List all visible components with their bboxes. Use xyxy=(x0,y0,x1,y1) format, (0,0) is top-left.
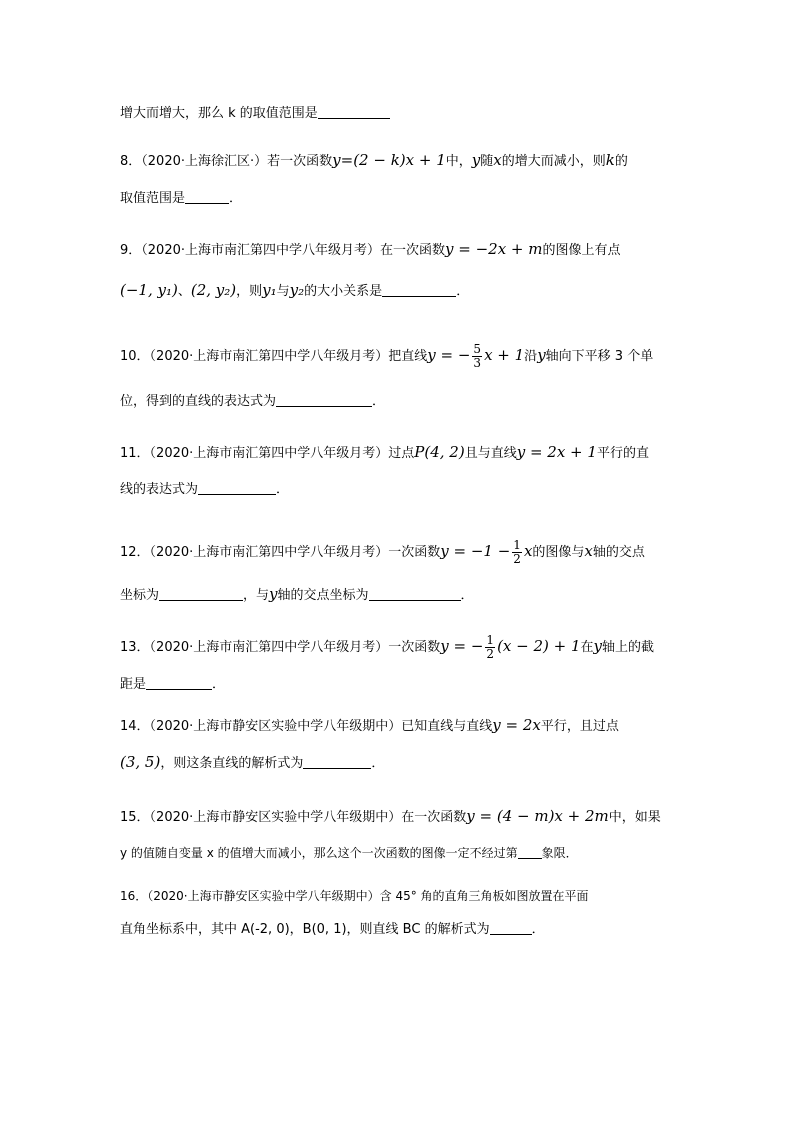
question-12-text: 轴的交点坐标为 xyxy=(277,588,369,603)
answer-blank[interactable] xyxy=(518,844,542,859)
math-eq: = xyxy=(340,151,354,169)
question-10-end: ． xyxy=(372,394,386,409)
question-8-text: 的增大而减小，则 xyxy=(501,154,606,169)
question-9-text: ，则 xyxy=(236,284,263,299)
question-8-line-2 xyxy=(120,189,242,209)
question-9-line-2 xyxy=(120,280,469,302)
fraction-denominator: 2 xyxy=(513,552,521,566)
math-expression: (2 − k)x + 1 xyxy=(353,151,446,169)
fraction-denominator: 3 xyxy=(473,356,482,370)
question-14-text: 平行，且过点 xyxy=(540,719,619,734)
math-y: y xyxy=(471,151,481,169)
question-11-line-1 xyxy=(120,442,649,464)
question-11-text: 线的表达式为 xyxy=(120,482,199,497)
math-x: x xyxy=(584,542,593,560)
question-8-text: 随 xyxy=(480,154,494,169)
question-12-prefix: 12．（2020·上海市南汇第四中学八年级月考）一次函数 xyxy=(120,545,441,560)
question-13-text: 距是 xyxy=(120,677,147,692)
question-16-text: 直角坐标系中，其中 A(-2, 0)，B(0, 1)，则直线 BC 的解析式为 xyxy=(120,922,490,937)
math-k: k xyxy=(605,151,615,169)
answer-blank[interactable] xyxy=(198,480,276,495)
answer-blank[interactable] xyxy=(303,754,371,769)
math-x: x xyxy=(493,151,502,169)
question-16-end: ． xyxy=(531,922,545,937)
question-11-line-2 xyxy=(120,480,289,500)
question-8-text: 中， xyxy=(445,154,472,169)
question-12-line-2 xyxy=(120,584,474,606)
fraction-denominator: 2 xyxy=(486,647,495,661)
question-15-line-2 xyxy=(120,843,578,864)
question-16-text: 16．（2020·上海市静安区实验中学八年级期中）含 45° 角的直角三角板如图放置在平面 xyxy=(120,889,589,903)
math-y: y xyxy=(593,637,603,655)
question-7-text: 增大而增大，那么 k 的取值范围是 xyxy=(120,106,318,121)
question-15-prefix: 15．（2020·上海市静安区实验中学八年级期中）在一次函数 xyxy=(120,810,467,825)
question-8-prefix: 8．（2020·上海徐汇区·）若一次函数 xyxy=(120,154,333,169)
math-x: x xyxy=(523,542,533,560)
question-9-text: 与 xyxy=(276,284,290,299)
question-11-text: 且与直线 xyxy=(464,446,517,461)
question-12-end: ． xyxy=(460,588,474,603)
question-16-line-2 xyxy=(120,920,545,940)
answer-blank[interactable] xyxy=(159,586,243,601)
question-9-line-1 xyxy=(120,239,621,261)
answer-blank[interactable] xyxy=(318,104,390,119)
fraction xyxy=(512,539,522,566)
question-8-text: 取值范围是 xyxy=(120,191,186,206)
answer-blank[interactable] xyxy=(382,282,456,297)
math-expression: y = (4 − m)x + 2m xyxy=(466,807,609,825)
question-13-text: 轴上的截 xyxy=(602,640,655,655)
question-12-text: ，与 xyxy=(243,588,270,603)
question-9-text: 、 xyxy=(177,284,191,299)
question-9-text: 的图像上有点 xyxy=(542,243,621,258)
question-15-text: y 的值随自变量 x 的值增大而减小，那么这个一次函数的图像一定不经过第 xyxy=(120,846,518,860)
question-13-end: ． xyxy=(212,677,226,692)
fraction xyxy=(472,343,482,370)
question-14-end: ． xyxy=(371,756,385,771)
answer-blank[interactable] xyxy=(185,189,229,204)
question-11-end: ． xyxy=(276,482,290,497)
math-expression: y = − xyxy=(440,637,484,655)
question-15-text: 象限． xyxy=(541,846,578,860)
math-expression: y = 2x xyxy=(492,716,541,734)
question-10-text: 位，得到的直线的表达式为 xyxy=(120,394,277,409)
question-7-line-2 xyxy=(120,104,390,124)
math-y2: y₂ xyxy=(289,281,305,299)
question-12-text: 坐标为 xyxy=(120,588,160,603)
question-9-text: 的大小关系是 xyxy=(304,284,383,299)
question-10-line-2 xyxy=(120,392,385,412)
math-y: y xyxy=(537,346,546,364)
question-8-text: 的 xyxy=(614,154,628,169)
fraction-numerator: 1 xyxy=(513,538,521,552)
math-y: y xyxy=(269,585,278,603)
question-13-line-2 xyxy=(120,675,225,695)
question-11-prefix: 11．（2020·上海市南汇第四中学八年级月考）过点 xyxy=(120,446,415,461)
question-13-line-1 xyxy=(120,634,654,661)
math-expression: y = 2x + 1 xyxy=(516,443,597,461)
answer-blank[interactable] xyxy=(369,586,461,601)
math-point: P(4, 2) xyxy=(414,443,465,461)
question-12-text: 轴的交点 xyxy=(592,545,645,560)
math-point: (−1, y₁) xyxy=(120,281,178,299)
math-expression: y = −1 − xyxy=(440,542,511,560)
question-10-text: 沿 xyxy=(524,349,538,364)
math-expression: x + 1 xyxy=(484,346,525,364)
math-y1: y₁ xyxy=(262,281,277,299)
question-9-end: ． xyxy=(456,284,470,299)
math-expression: (x − 2) + 1 xyxy=(497,637,581,655)
question-13-text: 在 xyxy=(580,640,594,655)
question-8-line-1 xyxy=(120,150,628,172)
question-12-line-1 xyxy=(120,539,645,566)
question-14-prefix: 14．（2020·上海市静安区实验中学八年级期中）已知直线与直线 xyxy=(120,719,493,734)
question-11-text: 平行的直 xyxy=(596,446,649,461)
question-14-line-2 xyxy=(120,752,384,774)
question-12-text: 的图像与 xyxy=(532,545,585,560)
math-y: y xyxy=(332,151,341,169)
question-15-line-1 xyxy=(120,806,661,828)
question-10-text: 轴向下平移 3 个单 xyxy=(545,349,654,364)
math-expression: y = − xyxy=(427,346,471,364)
fraction-numerator: 5 xyxy=(473,342,482,356)
question-15-text: 中，如果 xyxy=(608,810,661,825)
question-16-line-1 xyxy=(120,886,589,907)
question-14-text: ，则这条直线的解析式为 xyxy=(160,756,304,771)
question-9-prefix: 9．（2020·上海市南汇第四中学八年级月考）在一次函数 xyxy=(120,243,445,258)
answer-blank[interactable] xyxy=(146,675,212,690)
fraction xyxy=(485,634,495,661)
question-14-line-1 xyxy=(120,715,619,737)
math-point: (3, 5) xyxy=(120,753,161,771)
answer-blank[interactable] xyxy=(276,392,372,407)
question-8-end: ． xyxy=(229,191,243,206)
question-13-prefix: 13．（2020·上海市南汇第四中学八年级月考）一次函数 xyxy=(120,640,441,655)
answer-blank[interactable] xyxy=(490,920,532,935)
math-point: (2, y₂) xyxy=(190,281,237,299)
math-expression: y = −2x + m xyxy=(445,240,543,258)
question-10-prefix: 10．（2020·上海市南汇第四中学八年级月考）把直线 xyxy=(120,349,428,364)
fraction-numerator: 1 xyxy=(486,633,495,647)
question-10-line-1 xyxy=(120,343,653,370)
